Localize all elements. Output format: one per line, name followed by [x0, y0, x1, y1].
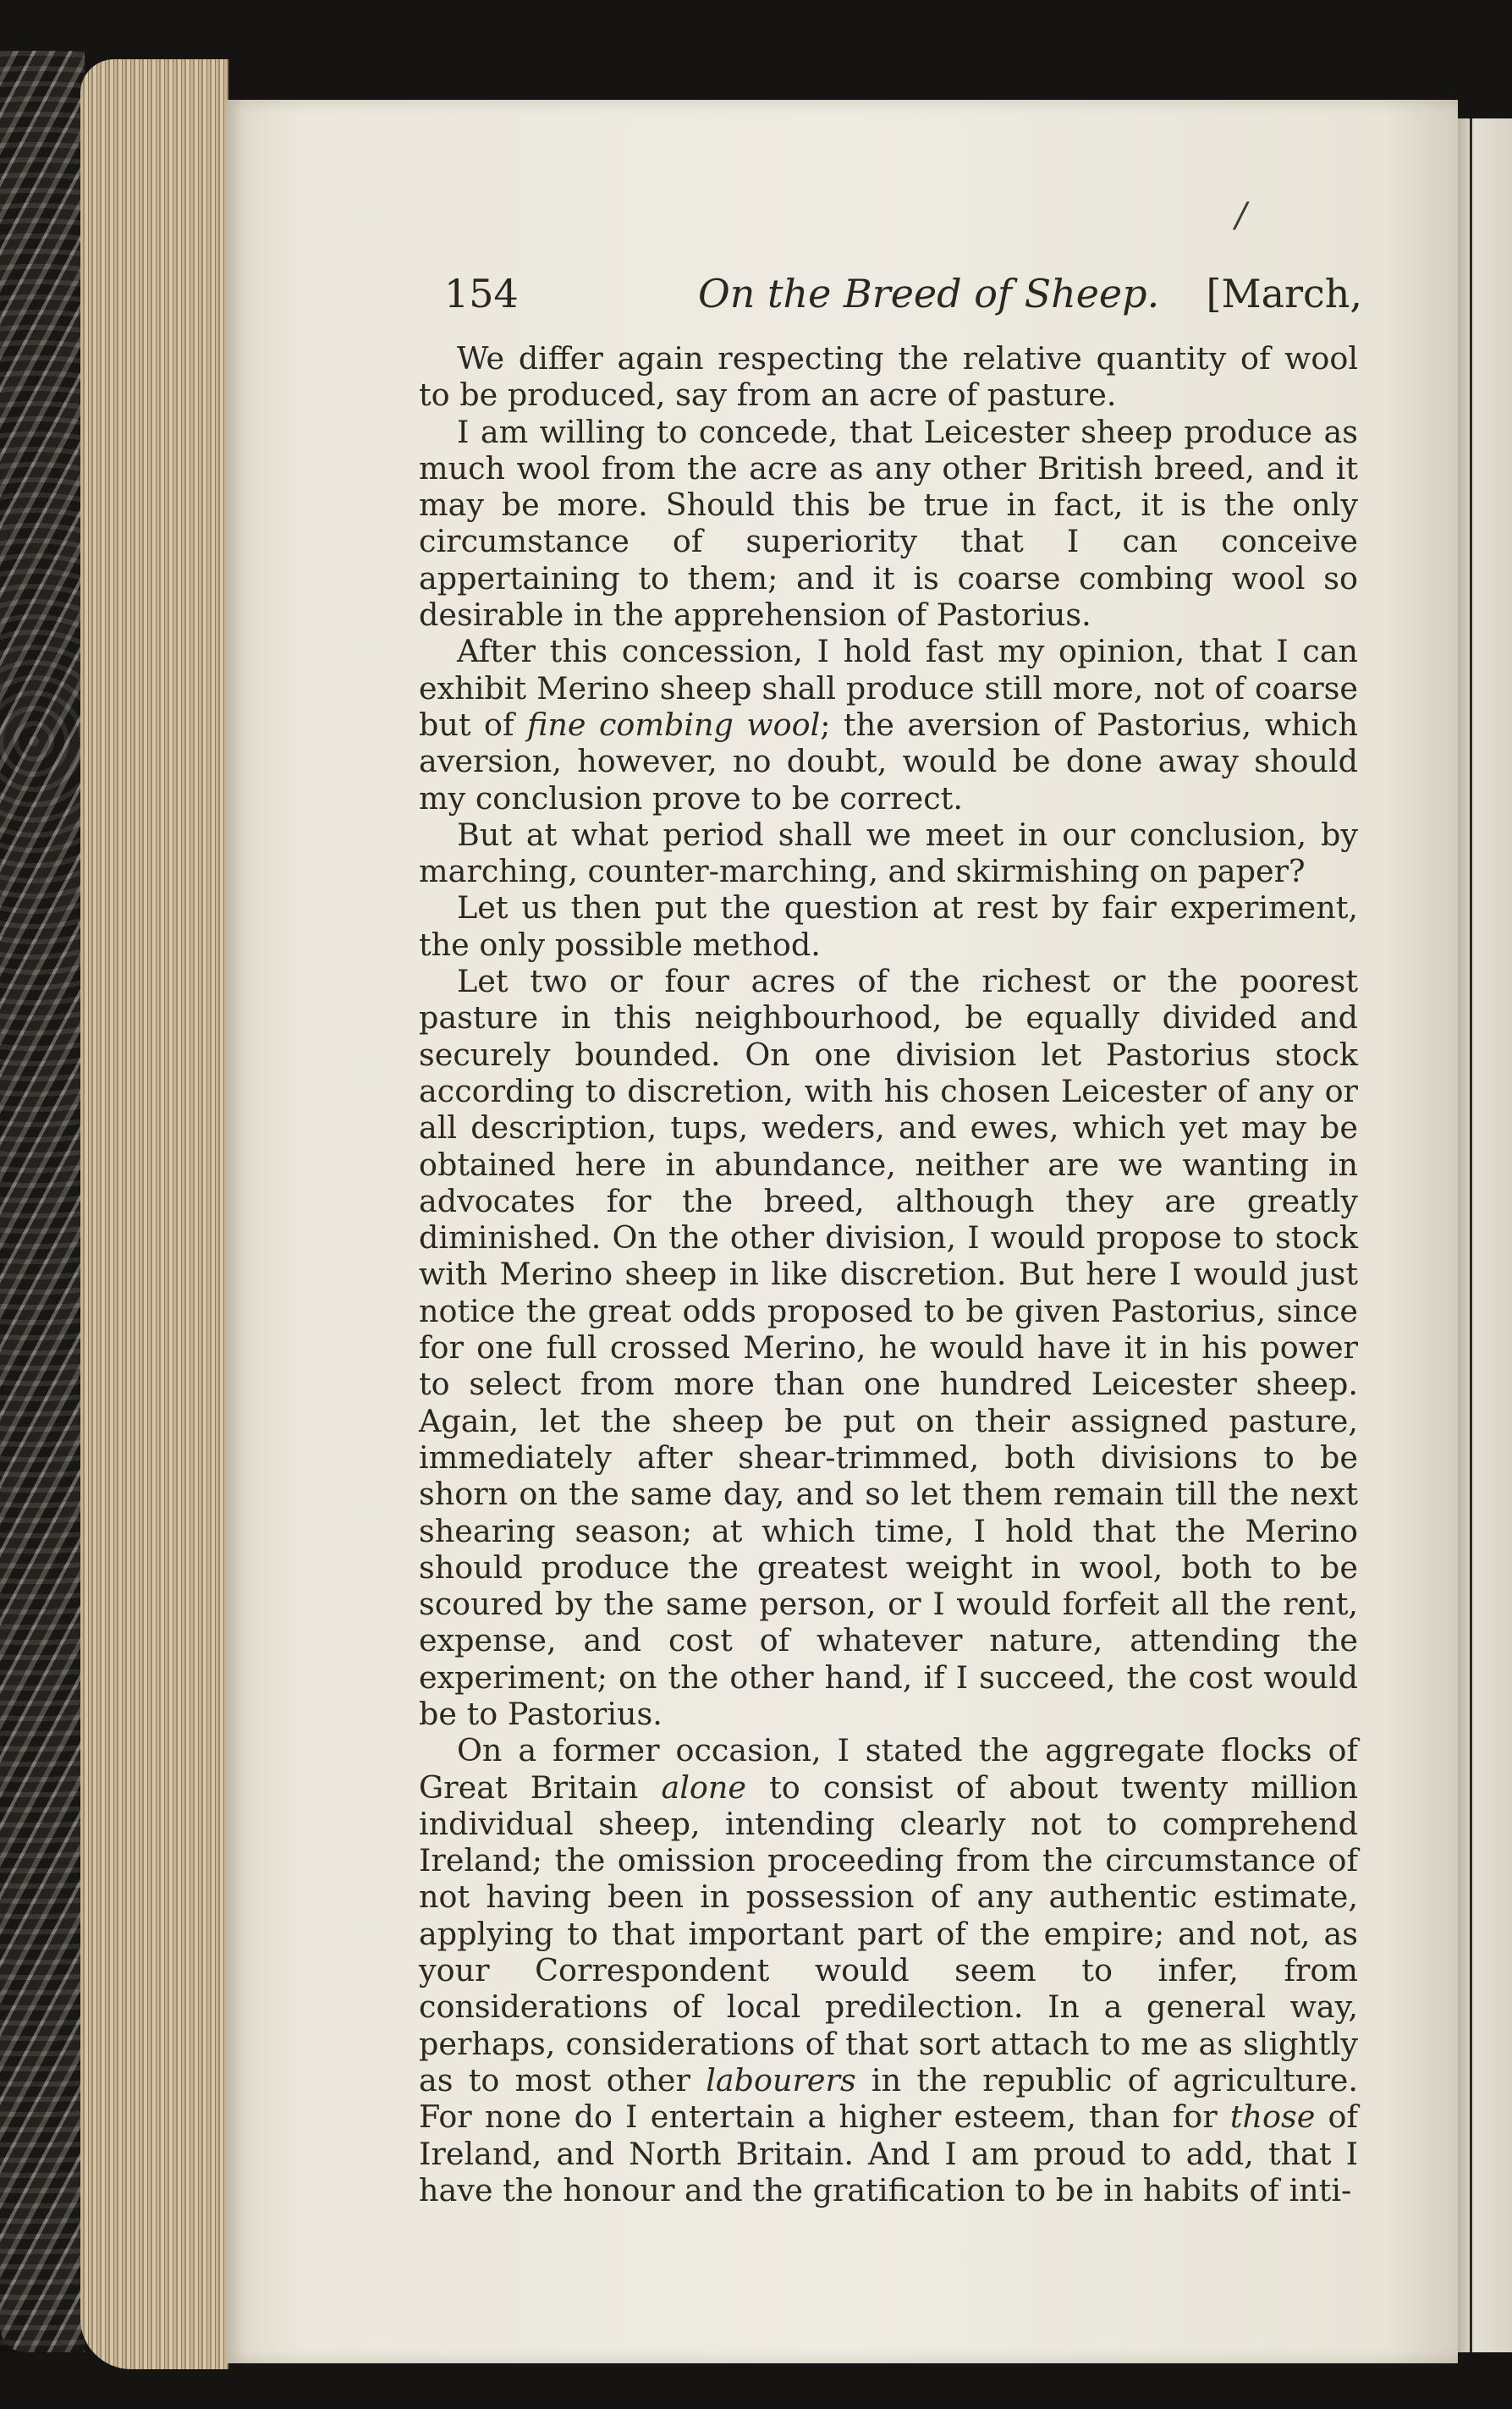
- paragraph: [419, 414, 1358, 634]
- text-run: We differ again respecting the relative quantity of wool to be produced, say from an acre of pasture.: [419, 340, 1358, 414]
- text-run: to consist of about twenty million individual sheep, intending clearly not to comprehend Ireland; the omission proceeding from the circumstance of not having been in possession of any authentic estimate, applying to that important part of the empire; and not, as your Correspondent would seem to infer, from considerations of local predilection. In a general way, perhaps, considerations of that sort attach to me as slightly as to most other: [419, 1768, 1358, 2098]
- text-run: ; the aversion of Pastorius, which aversion, however, no doubt, would be done away should my conclusion prove to be correct.: [419, 706, 1358, 817]
- page-edges-right: [1458, 118, 1512, 2352]
- paragraph: [419, 889, 1358, 963]
- paragraph: [419, 817, 1358, 890]
- text-run: But at what period shall we meet in our conclusion, by marching, counter-marching, and skirmishing on paper?: [419, 816, 1358, 890]
- page-edges-left: [80, 59, 228, 2369]
- text-run: Let two or four acres of the richest or the poorest pasture in this neighbourhood, be equally divided and securely bounded. On one division let Pastorius stock according to discretion, with his chosen Leicester of any or all description, tups, weders, and ewes, which yet may be obtained here in abundance, neither are we wanting in advocates for the breed, although they are greatly diminished. On the other division, I would propose to stock with Merino sheep in like discretion. But here I would just notice the great odds proposed to be given Pastorius, since for one full crossed Merino, he would have it in his power to select from more than one hundred Leicester sheep. Again, let the sheep be put on their assigned pasture, immediately after shear-trimmed, both divisions to be shorn on the same day, and so let them remain till the next shearing season; at which time, I hold that the Merino should produce the greatest weight in wool, both to be scoured by the same person, or I would forfeit all the rent, expense, and cost of whatever nature, attending the experiment; on the other hand, if I succeed, the cost would be to Pastorius.: [419, 963, 1358, 1732]
- text-run: in the republic of agriculture. For none do I entertain a higher esteem, than for: [419, 2061, 1358, 2136]
- text-run: After this concession, I hold fast my opinion, that I can exhibit Merino sheep shall produce still more, not of coarse but of: [419, 633, 1358, 743]
- text-run: Let us then put the question at rest by fair experiment, the only possible method.: [419, 889, 1358, 963]
- text-run: On a former occasion, I stated the aggregate flocks of Great Britain: [419, 1732, 1358, 1806]
- text-run: I am willing to concede, that Leicester sheep produce as much wool from the acre as any other British breed, and it may be more. Should this be true in fact, it is the only circumstance of superiority that I can conceive appertaining to them; and it is coarse combing wool so desirable in the apprehension of Pastorius.: [419, 413, 1358, 634]
- running-title: On the Breed of Sheep.: [698, 271, 1160, 316]
- pencil-tick-mark: /: [1235, 196, 1247, 235]
- running-date: [March,: [1206, 271, 1362, 316]
- italic-text: labourers: [706, 2061, 856, 2098]
- italic-text: alone: [661, 1768, 746, 1806]
- italic-text: those: [1229, 2098, 1316, 2136]
- paragraph: [419, 1732, 1358, 2208]
- paragraph: [419, 633, 1358, 816]
- marbled-binding: [0, 51, 85, 2352]
- text-run: of Ireland, and North Britain. And I am proud to add, that I have the honour and the gratification to be in habits of inti-: [419, 2098, 1358, 2208]
- italic-text: fine combing wool: [527, 706, 821, 743]
- running-header: [444, 271, 1362, 322]
- body-text: [419, 340, 1358, 2208]
- paragraph: [419, 963, 1358, 1732]
- paragraph: [419, 340, 1358, 414]
- page-number: 154: [444, 271, 519, 316]
